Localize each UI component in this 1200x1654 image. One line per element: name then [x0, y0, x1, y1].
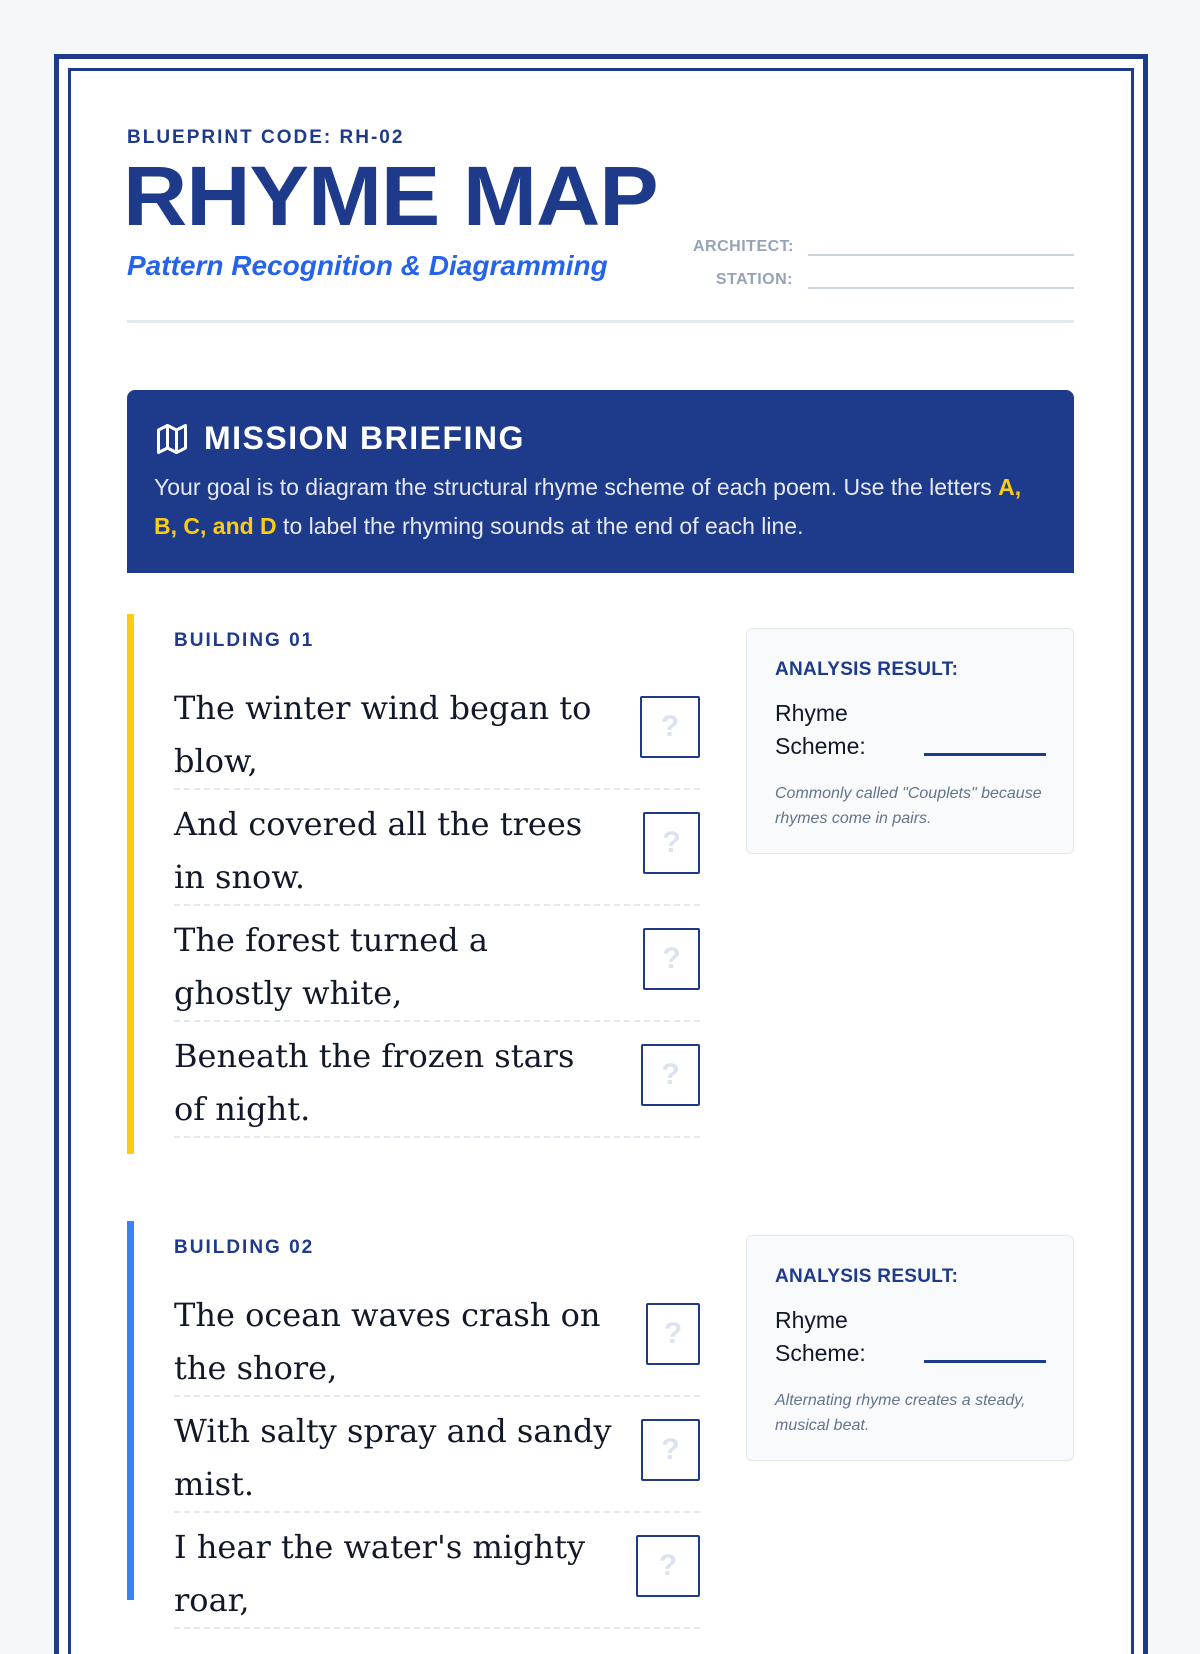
poem-line-text: I hear the water's mighty roar,: [174, 1528, 586, 1619]
rhyme-scheme-label: Rhyme Scheme:: [775, 1307, 866, 1366]
briefing-title: MISSION BRIEFING: [204, 420, 525, 456]
poem-line-text: The winter wind began to blow,: [174, 689, 592, 780]
poem-line-text: And covered all the trees in snow.: [174, 805, 583, 896]
worksheet-header: [123, 127, 1074, 323]
station-input-line[interactable]: [808, 269, 1074, 289]
building-accent-bar: [127, 614, 134, 1154]
station-field[interactable]: [693, 269, 1074, 289]
rhyme-scheme-answer-line[interactable]: [924, 753, 1046, 756]
poem-line: [174, 906, 700, 1022]
poem-line: [174, 790, 700, 906]
building-label: BUILDING 01: [174, 630, 315, 651]
building-section: [127, 1221, 1074, 1619]
rhyme-letter-box[interactable]: ?: [646, 1303, 700, 1365]
poem-line: [174, 1022, 700, 1138]
station-label: STATION:: [715, 271, 793, 288]
analysis-note: Commonly called "Couplets" because rhymes come in pairs.: [775, 785, 1042, 827]
poem-lines: [174, 1281, 700, 1629]
poem-line-text: The forest turned a ghostly white,: [174, 921, 488, 1012]
analysis-result-card: [746, 1235, 1074, 1461]
analysis-title: ANALYSIS RESULT:: [775, 1266, 959, 1287]
rhyme-letter-box[interactable]: ?: [643, 812, 700, 874]
blueprint-code: BLUEPRINT CODE: RH-02: [127, 127, 405, 148]
poem-line-text: The ocean waves crash on the shore,: [174, 1296, 601, 1387]
architect-label: ARCHITECT:: [693, 238, 794, 255]
briefing-heading: [154, 420, 525, 457]
poem-line: [174, 1513, 700, 1629]
rhyme-letter-box[interactable]: ?: [636, 1535, 700, 1597]
analysis-title: ANALYSIS RESULT:: [775, 659, 959, 680]
briefing-letters-highlight: A, B, C, and D: [154, 474, 1022, 539]
poem-line: [174, 1397, 700, 1513]
rhyme-letter-box[interactable]: ?: [641, 1419, 700, 1481]
page-subtitle: Pattern Recognition & Diagramming: [127, 250, 608, 281]
rhyme-letter-box[interactable]: ?: [641, 1044, 700, 1106]
architect-input-line[interactable]: [808, 236, 1074, 256]
building-accent-bar: [127, 1221, 134, 1600]
poem-line-text: Beneath the frozen stars of night.: [174, 1037, 575, 1128]
header-divider: [127, 320, 1074, 323]
building-label: BUILDING 02: [174, 1237, 315, 1258]
poem-lines: [174, 674, 700, 1138]
briefing-text: [154, 468, 1044, 546]
rhyme-scheme-answer-line[interactable]: [924, 1360, 1046, 1363]
building-section: [127, 614, 1074, 1154]
rhyme-letter-box[interactable]: ?: [643, 928, 700, 990]
analysis-result-card: [746, 628, 1074, 854]
briefing-text-start: Your goal is to diagram the structural rhyme scheme of each poem. Use the letters: [154, 474, 999, 500]
mission-briefing-panel: [127, 390, 1074, 573]
architect-field[interactable]: [693, 236, 1074, 256]
poem-line: [174, 674, 700, 790]
rhyme-scheme-label: Rhyme Scheme:: [775, 700, 866, 759]
map-icon: [154, 421, 190, 457]
poem-line: [174, 1281, 700, 1397]
briefing-text-end: to label the rhyming sounds at the end of each line.: [276, 513, 804, 539]
analysis-note: Alternating rhyme creates a steady, musical beat.: [775, 1392, 1026, 1434]
poem-line-text: With salty spray and sandy mist.: [174, 1412, 612, 1503]
page-title: RHYME MAP: [123, 149, 658, 243]
rhyme-letter-box[interactable]: ?: [640, 696, 700, 758]
